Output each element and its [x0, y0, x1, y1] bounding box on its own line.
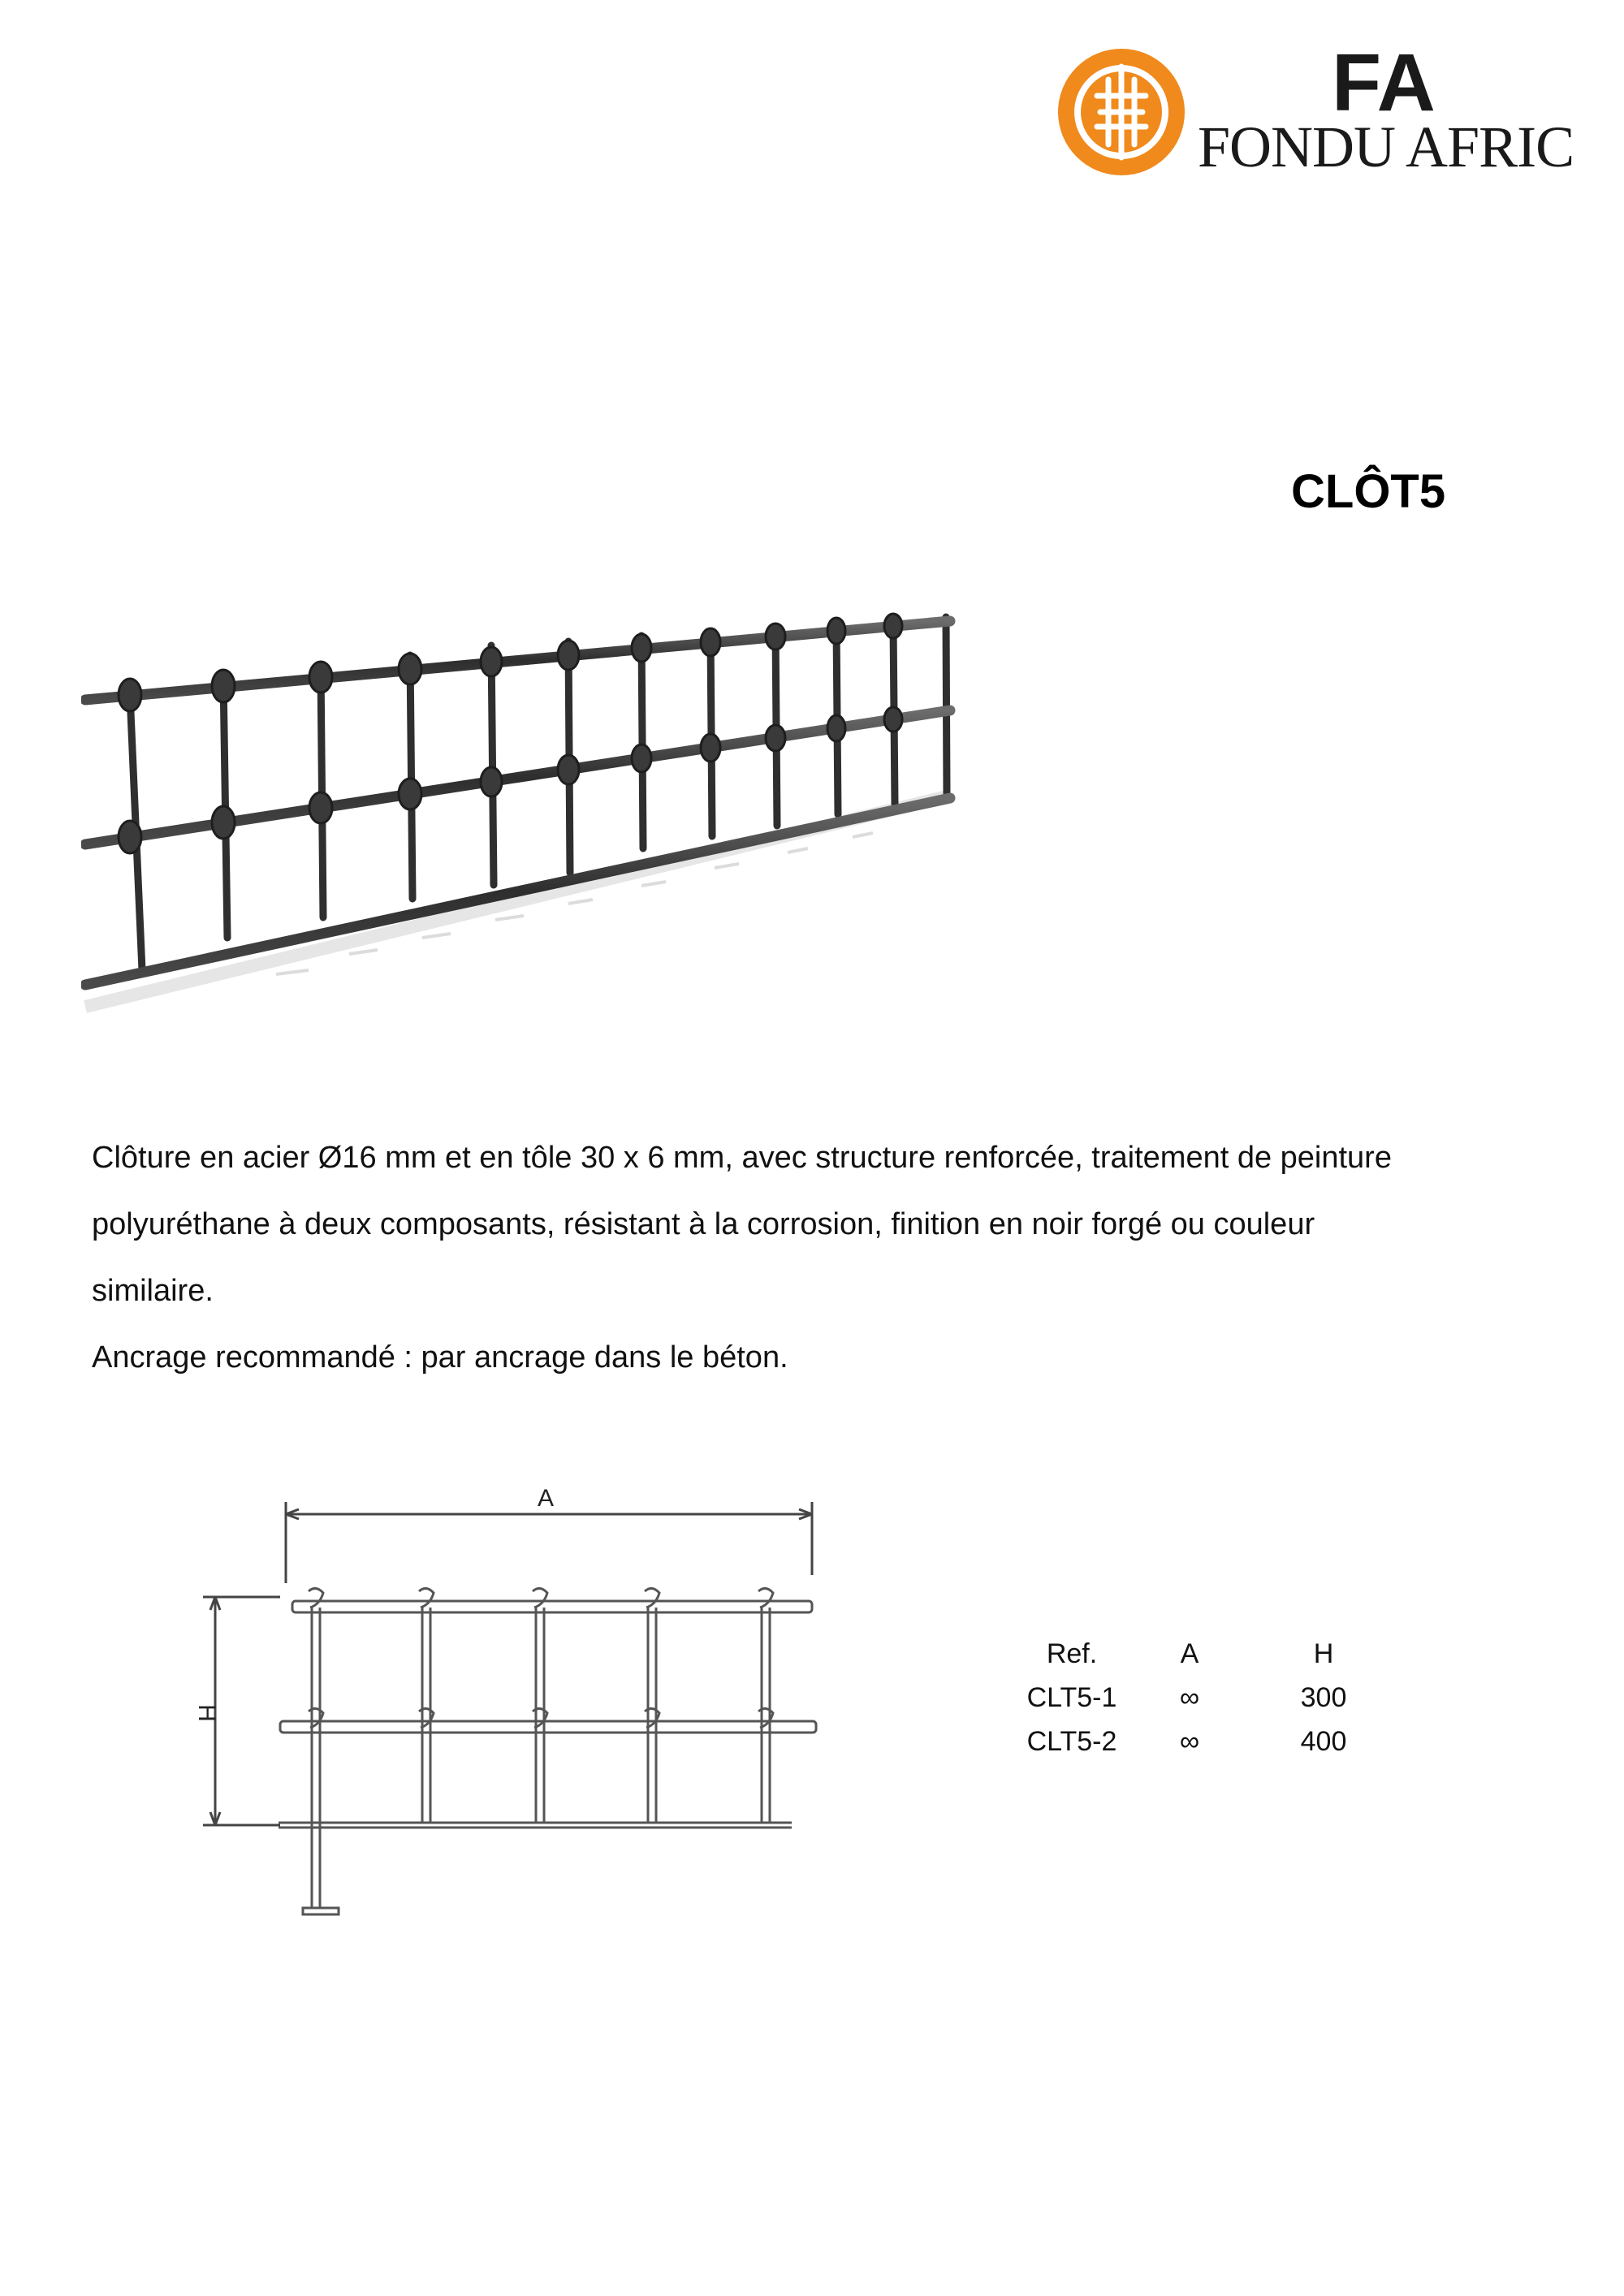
fence-product-image: [81, 597, 958, 1035]
svg-text:FA: FA: [1332, 39, 1436, 128]
table-cell: ∞: [1179, 1681, 1200, 1713]
brand-name: FONDU AFRIC: [1198, 114, 1574, 179]
product-title: CLÔT5: [1291, 465, 1446, 518]
anchorage-note: Ancrage recommandé : par ancrage dans le béton.: [92, 1340, 788, 1375]
table-row: [999, 1676, 1413, 1720]
technical-drawing: [179, 1478, 828, 1932]
table-cell: ∞: [1179, 1725, 1200, 1757]
table-header: Ref.: [1046, 1638, 1098, 1669]
table-header-row: [999, 1632, 1413, 1676]
table-row: [999, 1720, 1413, 1763]
table-cell: CLT5-2: [1026, 1725, 1117, 1757]
logo-emblem-icon: [1058, 49, 1185, 175]
table-cell: 400: [1300, 1725, 1347, 1757]
table-header: A: [1180, 1638, 1199, 1669]
description-line: similaire.: [92, 1274, 214, 1308]
description-line: Clôture en acier Ø16 mm et en tôle 30 x 6 mm, avec structure renforcée, traitement de peinture: [92, 1141, 1392, 1175]
table-cell: 300: [1300, 1681, 1347, 1713]
description-line: polyuréthane à deux composants, résistant à la corrosion, finition en noir forgé ou couleur: [92, 1207, 1315, 1241]
dimension-h-label: H: [193, 1704, 220, 1722]
table-header: H: [1313, 1638, 1334, 1669]
product-description: [92, 1124, 1553, 1391]
table-cell: CLT5-1: [1026, 1681, 1117, 1713]
dimension-a-label: A: [537, 1485, 555, 1512]
spec-table: [999, 1632, 1413, 1763]
